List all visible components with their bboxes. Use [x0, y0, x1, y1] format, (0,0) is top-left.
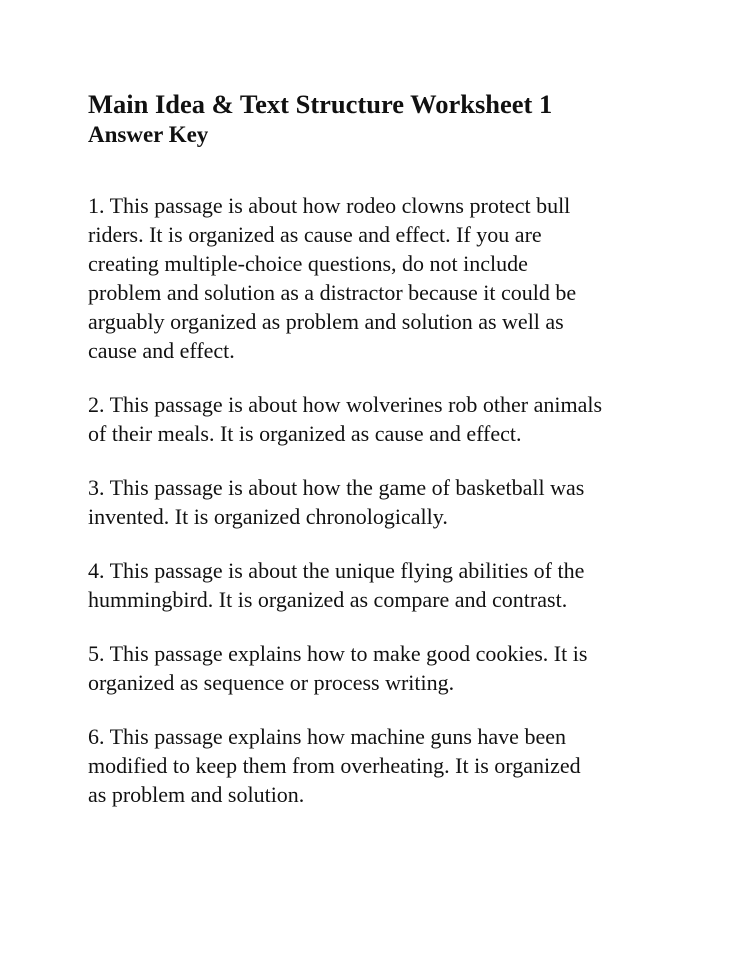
answer-text-line: 4. This passage is about the unique flying abilities of the: [88, 558, 585, 583]
worksheet-title: Main Idea & Text Structure Worksheet 1: [88, 89, 553, 119]
answer-text-line: 1. This passage is about how rodeo clowns protect bull: [88, 193, 571, 218]
answer-item: [88, 556, 602, 614]
answer-text-line: creating multiple-choice questions, do not include: [88, 251, 528, 276]
answer-text-line: 6. This passage explains how machine guns have been: [88, 724, 566, 749]
answer-text-line: invented. It is organized chronologically.: [88, 504, 448, 529]
answer-text-line: arguably organized as problem and solution as well as: [88, 309, 564, 334]
answer-text-line: of their meals. It is organized as cause and effect.: [88, 421, 522, 446]
answer-text-line: 3. This passage is about how the game of basketball was: [88, 475, 585, 500]
worksheet-subtitle: Answer Key: [88, 122, 209, 147]
answer-text-line: problem and solution as a distractor because it could be: [88, 280, 577, 305]
answer-text-line: hummingbird. It is organized as compare and contrast.: [88, 587, 568, 612]
answer-item: [88, 191, 602, 365]
answer-list: [88, 191, 602, 809]
answer-item: [88, 390, 602, 448]
answer-item: [88, 473, 602, 531]
answer-text-line: organized as sequence or process writing.: [88, 670, 455, 695]
answer-text-line: 2. This passage is about how wolverines rob other animals: [88, 392, 603, 417]
worksheet-page: [88, 88, 602, 834]
answer-text-line: riders. It is organized as cause and effect. If you are: [88, 222, 542, 247]
answer-text-line: 5. This passage explains how to make good cookies. It is: [88, 641, 588, 666]
answer-item: [88, 722, 602, 809]
answer-text-line: modified to keep them from overheating. It is organized: [88, 753, 581, 778]
answer-text-line: as problem and solution.: [88, 782, 305, 807]
answer-item: [88, 639, 602, 697]
answer-text-line: cause and effect.: [88, 338, 235, 363]
